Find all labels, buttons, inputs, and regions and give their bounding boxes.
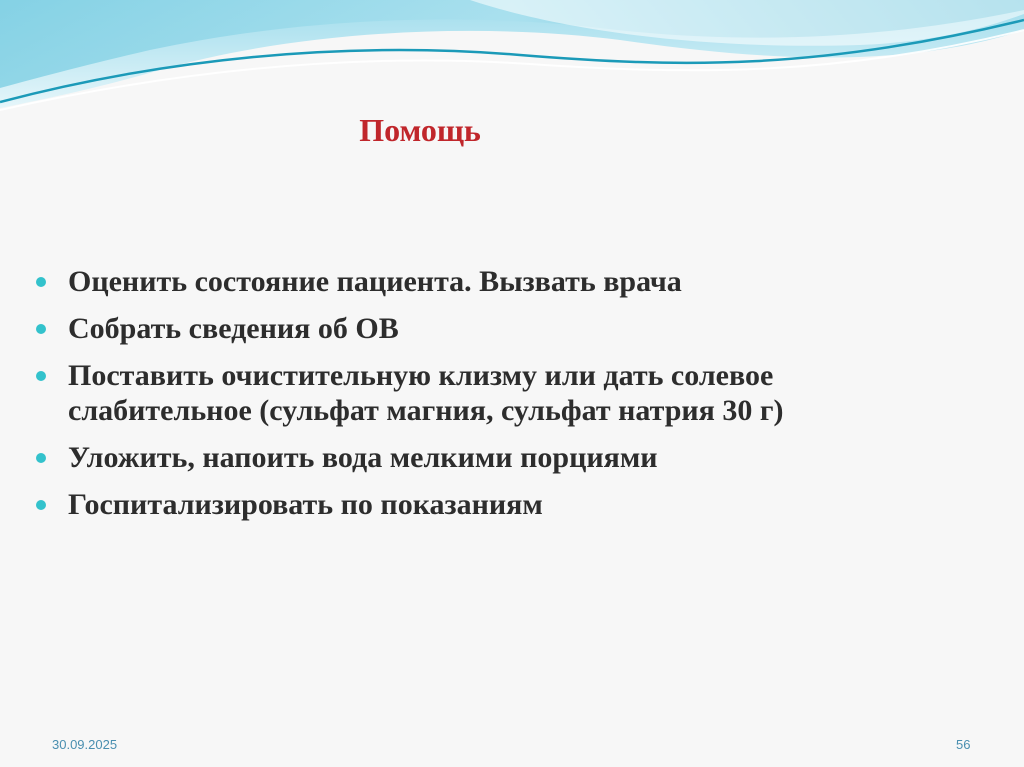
bullet-marker-icon: [36, 371, 46, 381]
list-item: [36, 311, 936, 346]
bullet-marker-icon: [36, 324, 46, 334]
footer-date: 30.09.2025: [52, 737, 118, 752]
list-item: [36, 440, 936, 475]
bullet-text: Госпитализировать по показаниям: [68, 488, 543, 521]
header-wave-decoration: [0, 0, 1024, 130]
bullet-text: Оценить состояние пациента. Вызвать врача: [68, 265, 682, 298]
slide-title: Помощь: [359, 112, 481, 148]
bullet-marker-icon: [36, 453, 46, 463]
bullet-text: Собрать сведения об ОВ: [68, 312, 399, 345]
list-item: [36, 358, 936, 428]
bullet-list: [36, 264, 936, 534]
footer-page-number: 56: [956, 737, 971, 752]
bullet-marker-icon: [36, 500, 46, 510]
list-item: [36, 487, 936, 522]
bullet-text: Поставить очистительную клизму или дать солевое слабительное (сульфат магния, сульфат натрия 30 г): [68, 359, 784, 427]
bullet-text: Уложить, напоить вода мелкими порциями: [68, 441, 658, 474]
list-item: [36, 264, 936, 299]
bullet-marker-icon: [36, 277, 46, 287]
